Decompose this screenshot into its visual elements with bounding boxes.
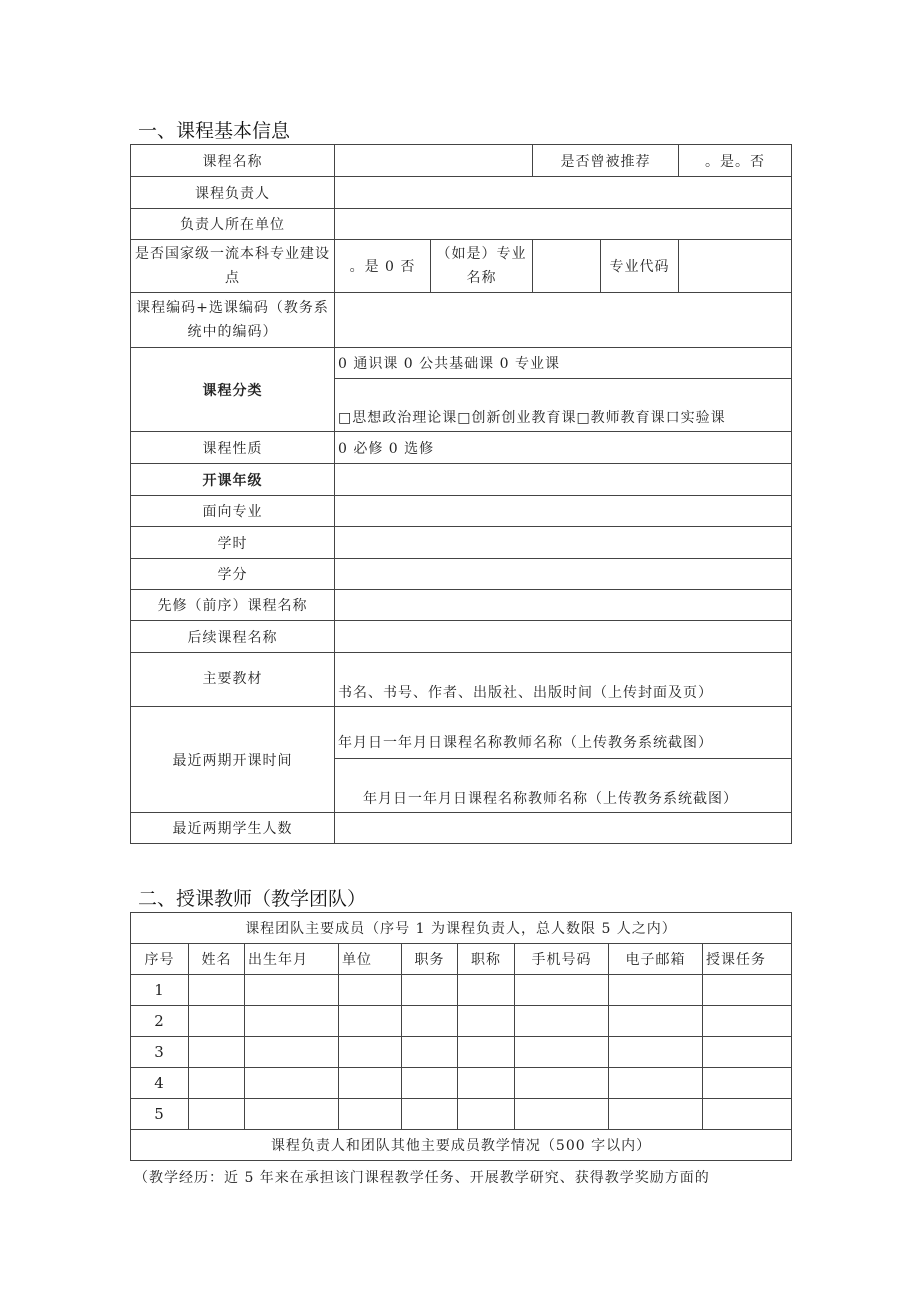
recommended-options[interactable]: 。是。否 — [679, 145, 792, 177]
cell[interactable] — [402, 975, 458, 1006]
column-header: 职称 — [458, 944, 515, 975]
team-caption: 课程团队主要成员（序号 1 为课程负责人，总人数限 5 人之内） — [131, 913, 792, 944]
cell[interactable] — [339, 1006, 402, 1037]
cell[interactable] — [703, 975, 792, 1006]
cell[interactable] — [609, 975, 703, 1006]
cell[interactable] — [515, 975, 609, 1006]
section1-title: 一、课程基本信息 — [138, 120, 291, 142]
cell[interactable] — [339, 1099, 402, 1130]
column-header: 电子邮箱 — [609, 944, 703, 975]
course-code-label: 课程编码+选课编码（教务系统中的编码） — [131, 293, 335, 348]
course-info-table — [130, 144, 792, 844]
course-name-label: 课程名称 — [131, 145, 335, 177]
cell[interactable] — [245, 1037, 339, 1068]
major-field[interactable] — [335, 496, 792, 527]
cell[interactable] — [458, 1006, 515, 1037]
leader-label: 课程负责人 — [131, 177, 335, 209]
cell[interactable] — [245, 1006, 339, 1037]
cell[interactable] — [703, 1037, 792, 1068]
cell[interactable] — [402, 1006, 458, 1037]
cell[interactable] — [458, 1037, 515, 1068]
followup-field[interactable] — [335, 621, 792, 653]
national-options[interactable]: 。是 0 否 — [335, 240, 431, 293]
cell[interactable] — [458, 1068, 515, 1099]
cell[interactable] — [189, 975, 245, 1006]
textbook-field[interactable]: 书名、书号、作者、出版社、出版时间（上传封面及页） — [335, 653, 792, 707]
column-header: 出生年月 — [245, 944, 339, 975]
table-row — [131, 975, 792, 1006]
column-header: 授课任务 — [703, 944, 792, 975]
cell[interactable] — [515, 1068, 609, 1099]
nature-label: 课程性质 — [131, 432, 335, 464]
row-number: 5 — [131, 1099, 189, 1130]
nature-options[interactable]: 0 必修 0 选修 — [335, 432, 792, 464]
course-name-field[interactable] — [335, 145, 533, 177]
cell[interactable] — [189, 1037, 245, 1068]
cell[interactable] — [189, 1068, 245, 1099]
cell[interactable] — [245, 1068, 339, 1099]
table-row — [131, 1068, 792, 1099]
cell[interactable] — [189, 1006, 245, 1037]
unit-label: 负责人所在单位 — [131, 209, 335, 240]
recent-term-2[interactable]: 年月日一年月日课程名称教师名称（上传教务系统截图） — [335, 759, 792, 813]
national-label: 是否国家级一流本科专业建设点 — [131, 240, 335, 293]
row-number: 2 — [131, 1006, 189, 1037]
recent-terms-label: 最近两期开课时间 — [131, 707, 335, 813]
cell[interactable] — [339, 975, 402, 1006]
section2-title: 二、授课教师（教学团队） — [138, 888, 367, 910]
table-row — [131, 1037, 792, 1068]
cell[interactable] — [703, 1068, 792, 1099]
leader-field[interactable] — [335, 177, 792, 209]
cell[interactable] — [245, 1099, 339, 1130]
grade-field[interactable] — [335, 464, 792, 496]
hours-field[interactable] — [335, 527, 792, 559]
textbook-label: 主要教材 — [131, 653, 335, 707]
cell[interactable] — [402, 1099, 458, 1130]
column-header: 单位 — [339, 944, 402, 975]
cell[interactable] — [189, 1099, 245, 1130]
cell[interactable] — [609, 1006, 703, 1037]
cell[interactable] — [609, 1099, 703, 1130]
credits-field[interactable] — [335, 559, 792, 590]
column-header: 序号 — [131, 944, 189, 975]
major-code-label: 专业代码 — [601, 240, 679, 293]
prereq-field[interactable] — [335, 590, 792, 621]
major-name-label: （如是）专业名称 — [431, 240, 533, 293]
students-label: 最近两期学生人数 — [131, 813, 335, 844]
recommended-label: 是否曾被推荐 — [533, 145, 679, 177]
cell[interactable] — [339, 1068, 402, 1099]
cell[interactable] — [458, 1099, 515, 1130]
row-number: 3 — [131, 1037, 189, 1068]
students-field[interactable] — [335, 813, 792, 844]
prereq-label: 先修（前序）课程名称 — [131, 590, 335, 621]
major-code-field[interactable] — [679, 240, 792, 293]
course-code-field[interactable] — [335, 293, 792, 348]
teaching-caption: 课程负责人和团队其他主要成员教学情况（500 字以内） — [131, 1130, 792, 1161]
credits-label: 学分 — [131, 559, 335, 590]
column-header: 姓名 — [189, 944, 245, 975]
cell[interactable] — [515, 1037, 609, 1068]
cell[interactable] — [703, 1099, 792, 1130]
cell[interactable] — [245, 975, 339, 1006]
unit-field[interactable] — [335, 209, 792, 240]
table-row — [131, 1099, 792, 1130]
column-header: 手机号码 — [515, 944, 609, 975]
grade-label: 开课年级 — [131, 464, 335, 496]
cell[interactable] — [515, 1006, 609, 1037]
recent-term-1[interactable]: 年月日一年月日课程名称教师名称（上传教务系统截图） — [335, 707, 792, 759]
cell[interactable] — [402, 1068, 458, 1099]
row-number: 1 — [131, 975, 189, 1006]
major-label: 面向专业 — [131, 496, 335, 527]
cell[interactable] — [609, 1068, 703, 1099]
cell[interactable] — [339, 1037, 402, 1068]
row-number: 4 — [131, 1068, 189, 1099]
teaching-note: （教学经历：近 5 年来在承担该门课程教学任务、开展教学研究、获得教学奖励方面的 — [134, 1170, 710, 1186]
teaching-team-table — [130, 912, 792, 1161]
table-row — [131, 1006, 792, 1037]
followup-label: 后续课程名称 — [131, 621, 335, 653]
category-label: 课程分类 — [131, 348, 335, 432]
cell[interactable] — [402, 1037, 458, 1068]
cell[interactable] — [458, 975, 515, 1006]
column-header: 职务 — [402, 944, 458, 975]
category-options-2[interactable]: □思想政治理论课□创新创业教育课□教师教育课口实验课 — [335, 379, 792, 432]
major-name-field[interactable] — [533, 240, 601, 293]
cell[interactable] — [703, 1006, 792, 1037]
cell[interactable] — [609, 1037, 703, 1068]
hours-label: 学时 — [131, 527, 335, 559]
cell[interactable] — [515, 1099, 609, 1130]
category-options-1[interactable]: 0 通识课 0 公共基础课 0 专业课 — [335, 348, 792, 379]
